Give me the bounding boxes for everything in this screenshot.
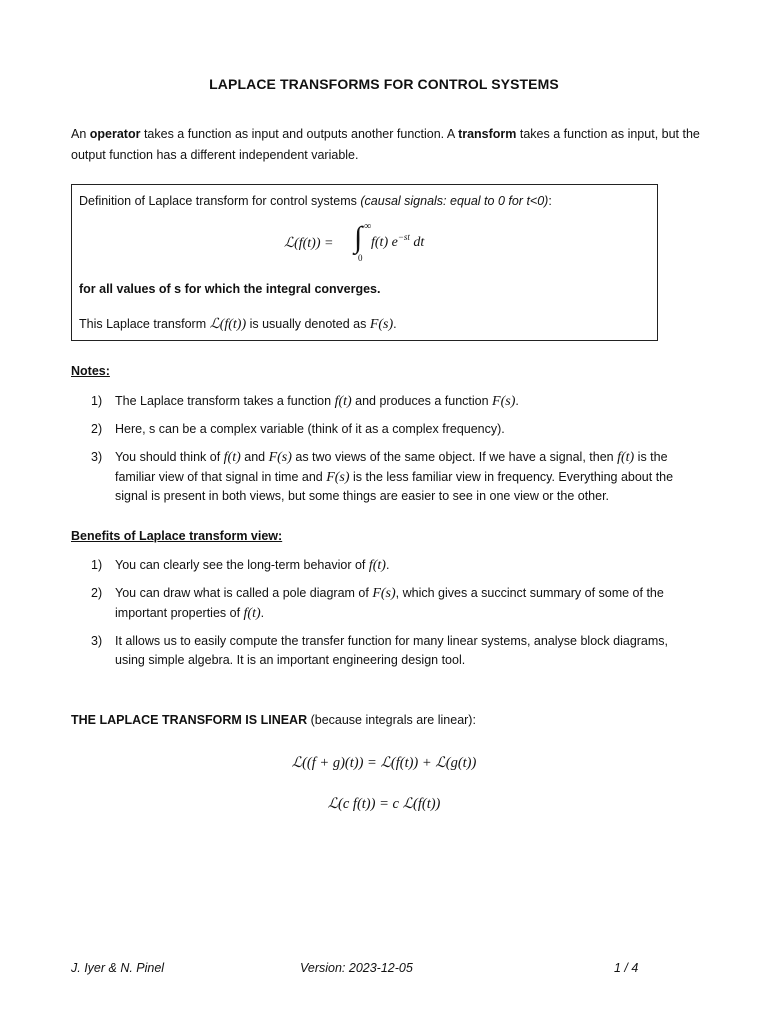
integral-sign: ∫ [354,221,363,254]
intro-text: An [71,127,90,141]
list-item: 3) You should think of f(t) and F(s) as two views of the same object. If we have a signal, then f(t) is the familiar view of that signal in time and F(s) is the less familiar view in frequency. Everything about the signal is present in both views, but some things are easier to see in one view or the other. [91,450,674,503]
convergence-condition: for all values of s for which the integral converges. [79,282,381,296]
linearity-heading: THE LAPLACE TRANSFORM IS LINEAR [71,713,308,727]
integral-upper-limit: ∞ [364,221,372,232]
notes-heading: Notes: [71,364,110,378]
integrand: f(t) $e^{-st}$ dt [371,232,425,250]
list-item: 2) Here, s can be a complex variable (think of it as a complex frequency). [91,422,505,436]
homogeneity-equation: ℒ(c f(t)) = c ℒ(f(t)) [327,796,441,812]
term-transform: transform [458,127,517,141]
list-item: 2) You can draw what is called a pole diagram of F(s), which gives a succinct summary of some of the important properties of f(t). [91,586,664,621]
definition-box [71,184,658,341]
list-item: 1) The Laplace transform takes a function f(t) and produces a function F(s). [91,394,519,409]
page-title: LAPLACE TRANSFORMS FOR CONTROL SYSTEMS [209,76,559,92]
footer-version: Version: 2023-12-05 [300,961,413,975]
definition-label: Definition of Laplace transform for control systems (causal signals: equal to 0 for t<0): [79,194,552,208]
equation-lhs: ℒ(f(t)) = [284,236,334,251]
integral-lower-limit: 0 [358,253,363,263]
causal-note: (causal signals: equal to 0 for t<0) [360,194,549,208]
additivity-equation: ℒ((f + g)(t)) = ℒ(f(t)) + ℒ(g(t)) [291,755,477,771]
intro-text: takes a function as input, but the output function has a different independent variable. [71,127,700,162]
notes-list [71,392,701,515]
denotation-line: This Laplace transform ℒ(f(t)) is usually denoted as F(s). [79,317,397,332]
footer-page-number: 1 / 4 [614,961,639,975]
benefits-heading: Benefits of Laplace transform view: [71,529,283,543]
linearity-statement: THE LAPLACE TRANSFORM IS LINEAR (because integrals are linear): [71,713,476,727]
intro-text: takes a function as input and outputs another function. A [140,127,459,141]
intro-paragraph [71,124,701,166]
benefits-list [71,556,701,679]
footer-authors: J. Iyer & N. Pinel [71,961,165,975]
term-operator: operator [89,127,141,141]
list-item: 3) It allows us to easily compute the transfer function for many linear systems, analyse block diagrams, using simple algebra. It is an important engineering design tool. [91,633,669,667]
list-item: 1) You can clearly see the long-term behavior of f(t). [91,558,390,573]
exponent: −st [397,232,410,242]
laplace-definition-equation [72,223,657,263]
